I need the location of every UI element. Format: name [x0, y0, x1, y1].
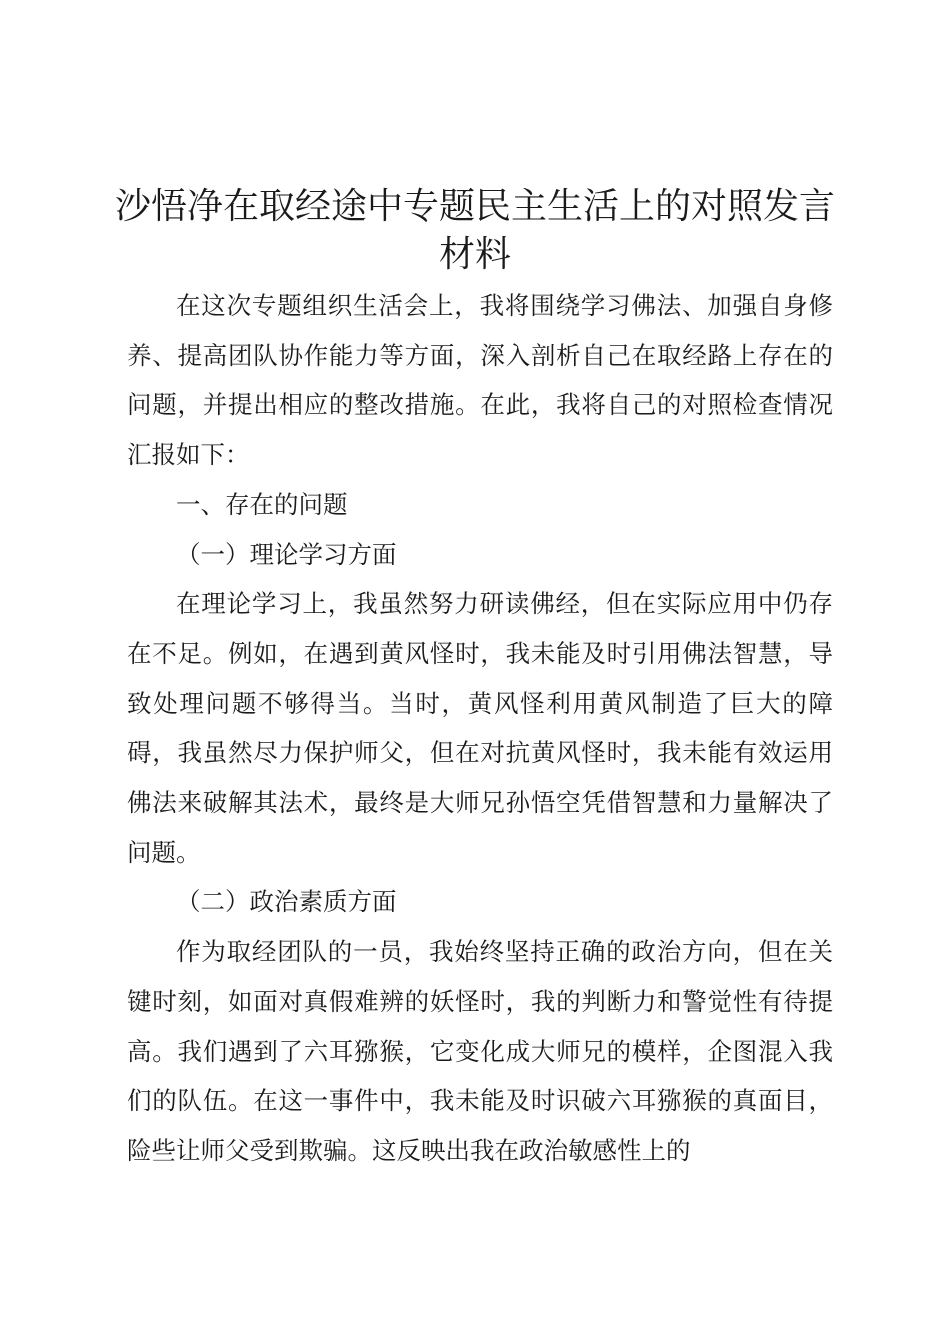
subheading-theory-study: （一）理论学习方面	[176, 539, 397, 569]
paragraph-political-quality: 作为取经团队的一员，我始终坚持正确的政治方向，但在关键时刻，如面对真假难辨的妖怪时，我的判断力和警觉性有待提高。我们遇到了六耳猕猴，它变化成大师兄的模样，企图混入我们的队伍。在这一事件中，我未能及时识破六耳猕猴的真面目，险些让师父受到欺骗。这反映出我在政治敏感性上的	[127, 937, 833, 1165]
document-title: 沙悟净在取经途中专题民主生活上的对照发言材料	[114, 186, 835, 275]
document-body	[127, 281, 833, 1176]
paragraph-theory-study: 在理论学习上，我虽然努力研读佛经，但在实际应用中仍存在不足。例如，在遇到黄风怪时，我未能及时引用佛法智慧，导致处理问题不够得当。当时，黄风怪利用黄风制造了巨大的障碍，我虽然尽力保护师父，但在对抗黄风怪时，我未能有效运用佛法来破解其法术，最终是大师兄孙悟空凭借智慧和力量解决了问题。	[127, 589, 833, 867]
subheading-political-quality: （二）政治素质方面	[176, 887, 397, 917]
intro-paragraph: 在这次专题组织生活会上，我将围绕学习佛法、加强自身修养、提高团队协作能力等方面，深入剖析自己在取经路上存在的问题，并提出相应的整改措施。在此，我将自己的对照检查情况汇报如下：	[127, 291, 833, 470]
section-heading-problems: 一、存在的问题	[176, 489, 348, 519]
